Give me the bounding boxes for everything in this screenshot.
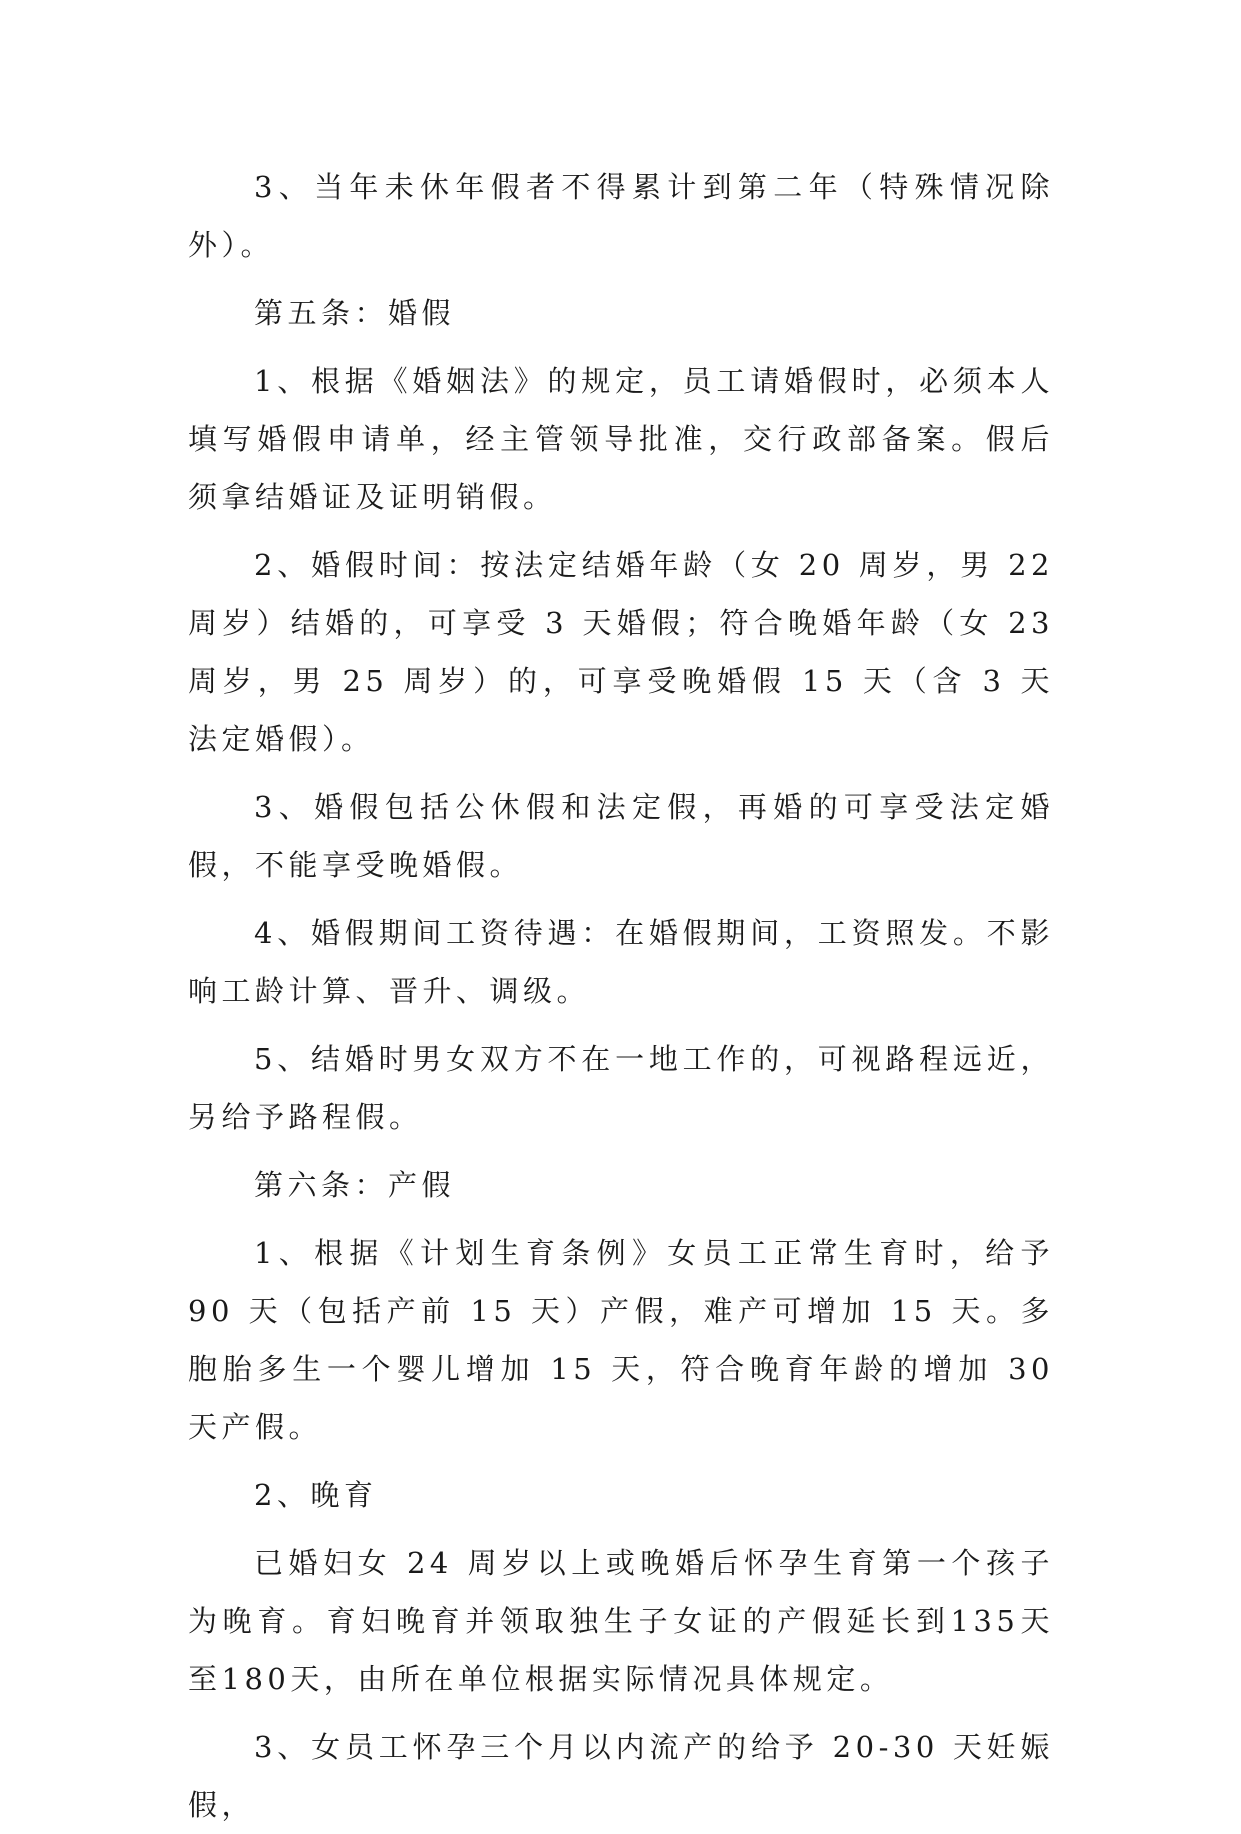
paragraph-marriage-4: 4、婚假期间工资待遇：在婚假期间，工资照发。不影响工龄计算、晋升、调级。 (188, 916, 1054, 1008)
paragraph-annual-leave-3: 3、当年未休年假者不得累计到第二年（特殊情况除外）。 (188, 170, 1054, 262)
paragraph-maternity-3: 3、女员工怀孕三个月以内流产的给予 20-30 天妊娠假， (188, 1730, 1054, 1822)
heading-article-6-maternity-leave: 第六条：产假 (254, 1168, 456, 1202)
document-page (188, 158, 1054, 1834)
paragraph-maternity-2-heading: 2、晚育 (254, 1478, 378, 1512)
paragraph-maternity-1: 1、根据《计划生育条例》女员工正常生育时，给予 90 天（包括产前 15 天）产假，难产可增加 15 天。多胞胎多生一个婴儿增加 15 天，符合晚育年龄的增加 30 天产假。 (188, 1236, 1054, 1444)
paragraph-marriage-5: 5、结婚时男女双方不在一地工作的，可视路程远近，另给予路程假。 (188, 1042, 1054, 1134)
paragraph-late-childbirth: 已婚妇女 24 周岁以上或晚婚后怀孕生育第一个孩子为晚育。育妇晚育并领取独生子女证的产假延长到135天至180天，由所在单位根据实际情况具体规定。 (188, 1546, 1054, 1696)
paragraph-marriage-2: 2、婚假时间：按法定结婚年龄（女 20 周岁，男 22 周岁）结婚的，可享受 3 天婚假；符合晚婚年龄（女 23 周岁，男 25 周岁）的，可享受晚婚假 15 天（含 3 天法定婚假）。 (188, 548, 1054, 756)
heading-article-5-marriage-leave: 第五条：婚假 (254, 296, 456, 330)
paragraph-marriage-3: 3、婚假包括公休假和法定假，再婚的可享受法定婚假，不能享受晚婚假。 (188, 790, 1054, 882)
paragraph-marriage-1: 1、根据《婚姻法》的规定，员工请婚假时，必须本人填写婚假申请单，经主管领导批准，交行政部备案。假后须拿结婚证及证明销假。 (188, 364, 1054, 514)
